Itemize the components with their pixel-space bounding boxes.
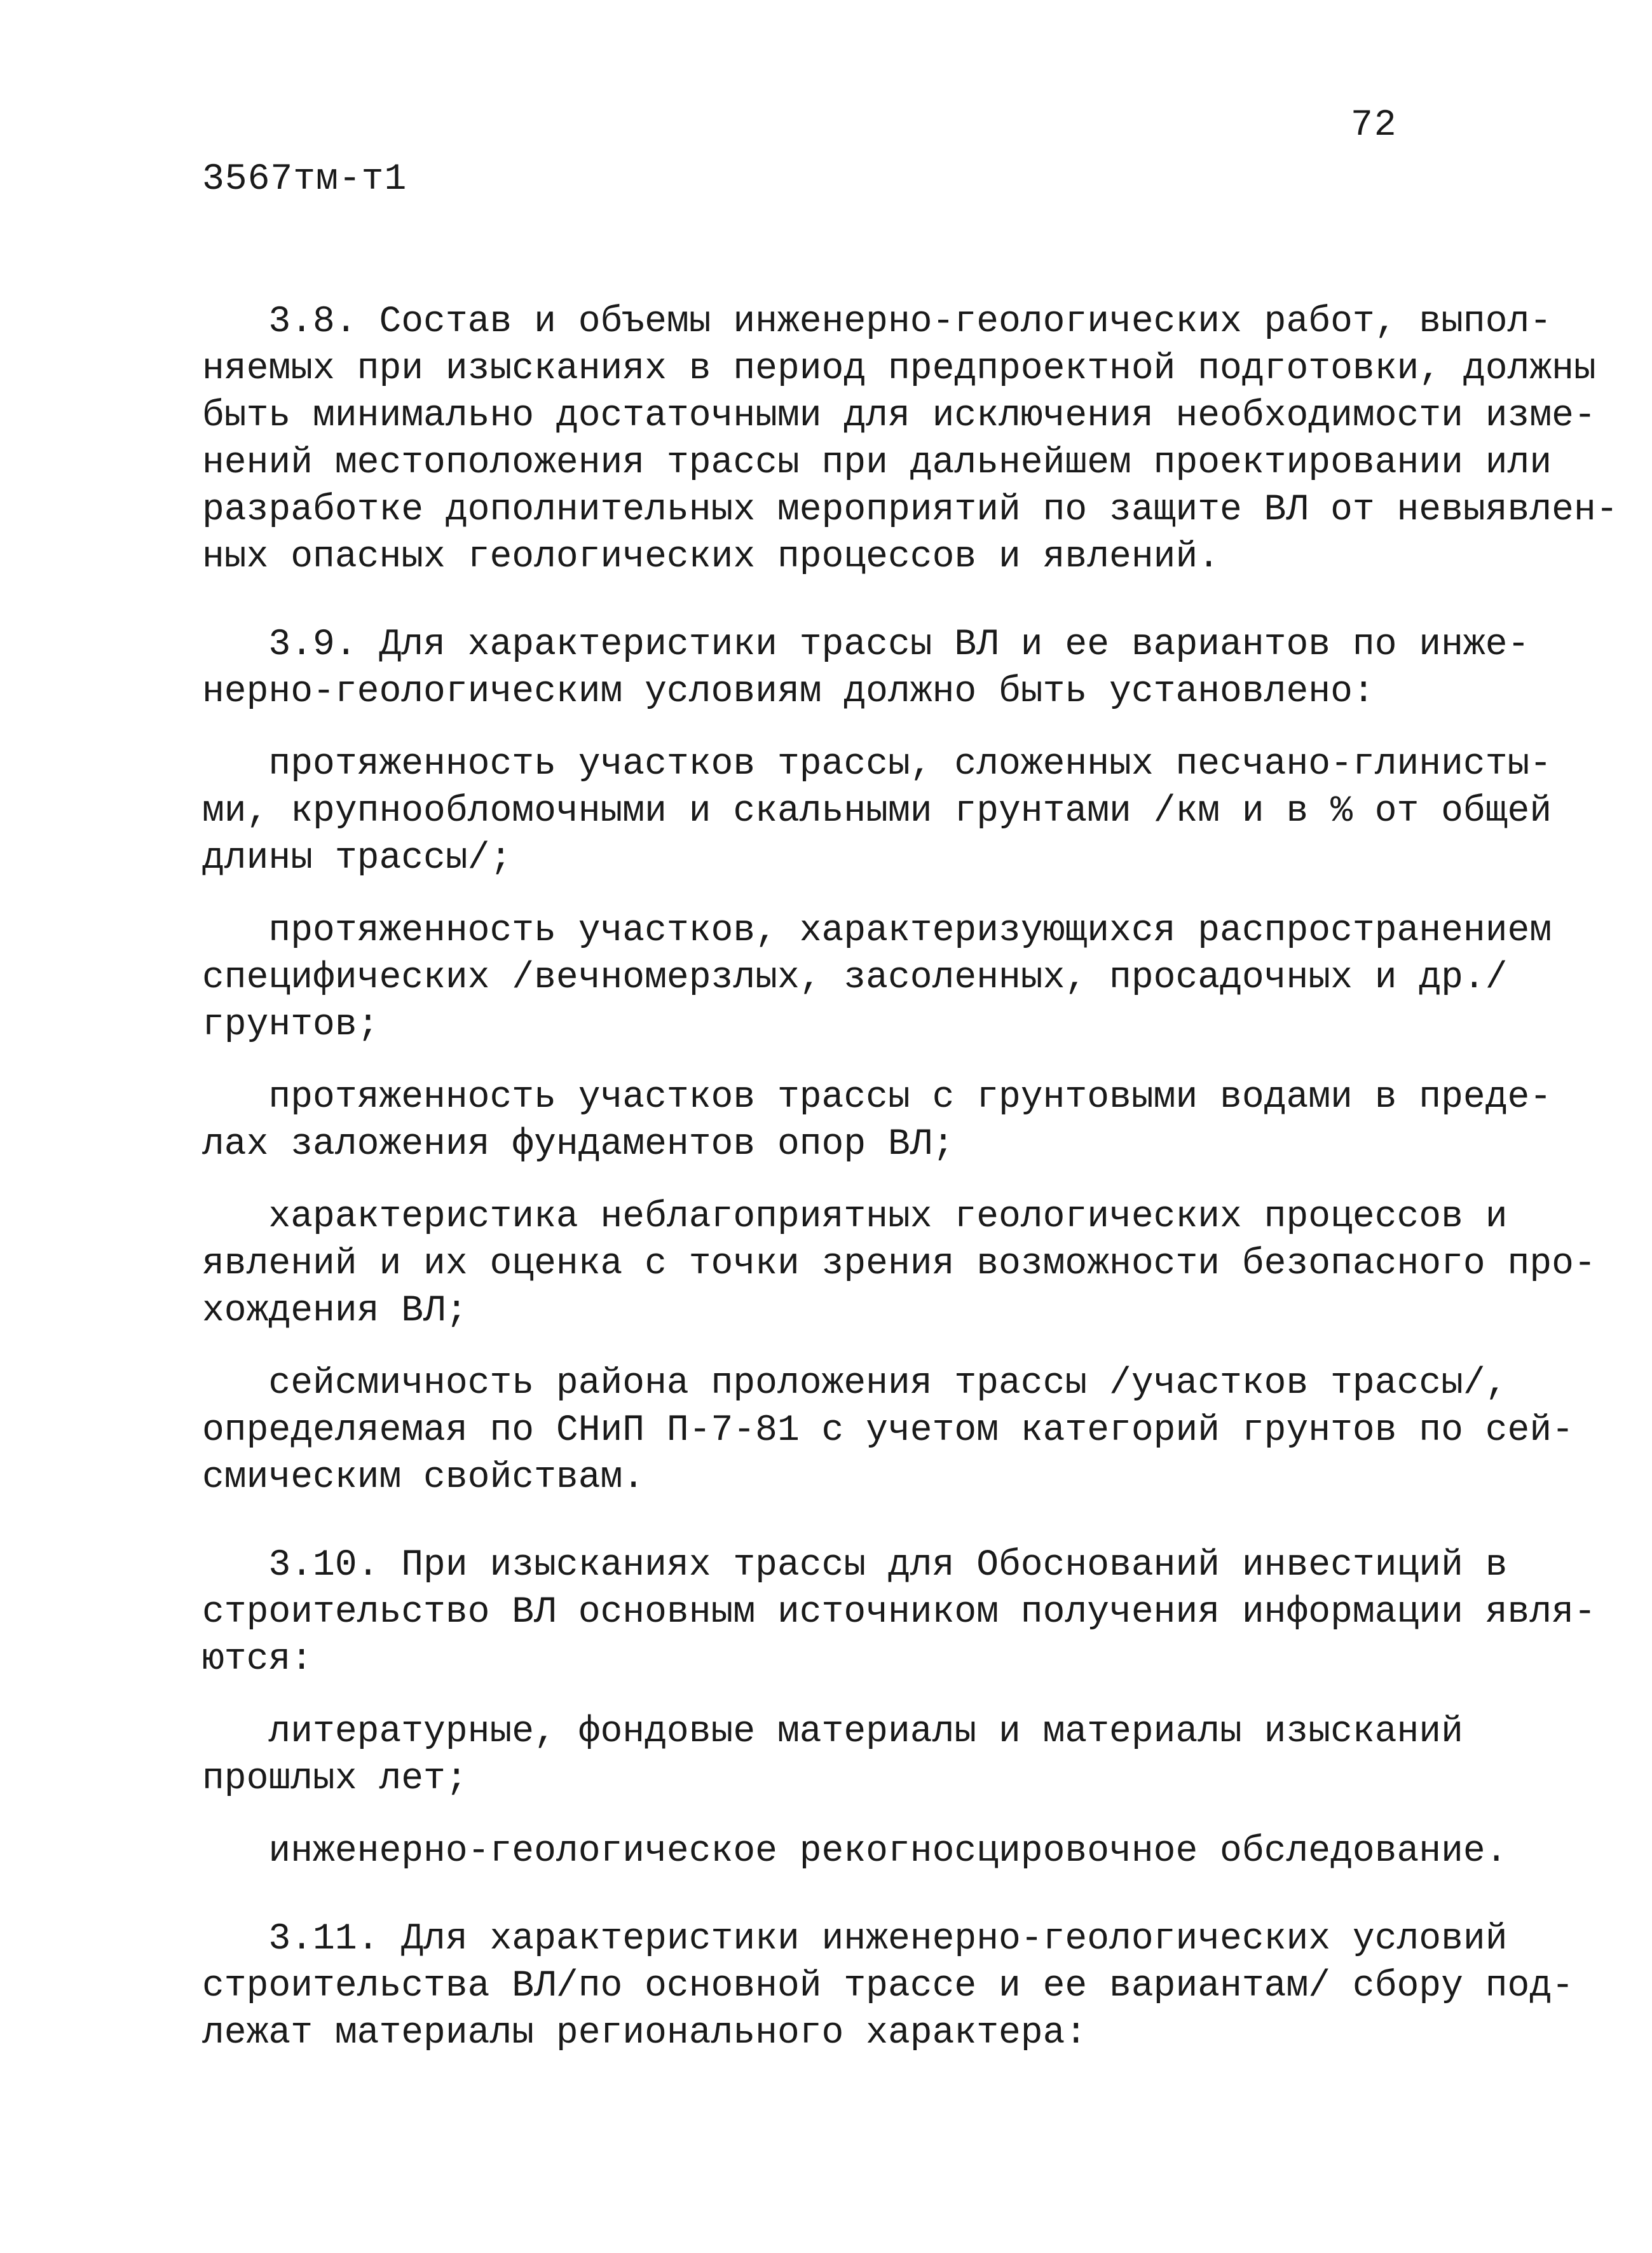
text-line: 3.8. Состав и объемы инженерно-геологических работ, выпол- <box>202 301 1552 343</box>
text-line: нерно-геологическим условиям должно быть установлено: <box>202 671 1375 713</box>
text-line: нений местоположения трассы при дальнейшем проектировании или <box>202 442 1552 484</box>
text-line: прошлых лет; <box>202 1758 468 1800</box>
text-line: няемых при изысканиях в период предпроектной подготовки, должны <box>202 348 1596 390</box>
paragraph-3-8 <box>202 299 1618 581</box>
text-line: лежат материалы регионального характера: <box>202 2013 1088 2054</box>
text-line: быть минимально достаточными для исключения необходимости изме- <box>202 395 1596 437</box>
text-line: строительство ВЛ основным источником получения информации явля- <box>202 1592 1596 1633</box>
text-line: протяженность участков трассы с грунтовыми водами в преде- <box>202 1077 1552 1118</box>
text-line: лах заложения фундаментов опор ВЛ; <box>202 1124 955 1165</box>
text-line: специфических /вечномерзлых, засоленных, просадочных и др./ <box>202 957 1508 999</box>
text-line: ми, крупнообломочными и скальными грунтами /км и в % от общей <box>202 791 1552 832</box>
text-line: протяженность участков, характеризующихся распространением <box>202 910 1552 952</box>
text-line: ных опасных геологических процессов и явлений. <box>202 537 1220 578</box>
text-line: литературные, фондовые материалы и материалы изысканий <box>202 1711 1463 1753</box>
text-line: явлений и их оценка с точки зрения возможности безопасного про- <box>202 1243 1596 1285</box>
page-number: 72 <box>1351 105 1398 146</box>
list-item <box>202 1194 1596 1335</box>
text-line: характеристика неблагоприятных геологических процессов и <box>202 1196 1508 1238</box>
text-line: ются: <box>202 1639 313 1680</box>
list-item <box>202 1360 1574 1502</box>
list-item <box>202 1709 1463 1803</box>
text-line: 3.9. Для характеристики трассы ВЛ и ее вариантов по инже- <box>202 624 1530 666</box>
text-line: строительства ВЛ/по основной трассе и ее вариантам/ сбору под- <box>202 1966 1574 2007</box>
text-line: протяженность участков трассы, сложенных песчано-глинисты- <box>202 744 1552 785</box>
document-code: 3567тм-т1 <box>202 159 407 200</box>
text-line: сейсмичность района проложения трассы /участков трассы/, <box>202 1363 1508 1404</box>
paragraph-3-10 <box>202 1542 1596 1683</box>
text-line: длины трассы/; <box>202 838 512 879</box>
list-item <box>202 1074 1552 1168</box>
text-line: определяемая по СНиП П-7-81 с учетом категорий грунтов по сей- <box>202 1410 1574 1451</box>
text-line: смическим свойствам. <box>202 1457 645 1498</box>
text-line: 3.11. Для характеристики инженерно-геологических условий <box>202 1919 1508 1960</box>
paragraph-3-11 <box>202 1916 1574 2057</box>
text-line: инженерно-геологическое рекогносцировочное обследование. <box>202 1831 1508 1872</box>
text-line: хождения ВЛ; <box>202 1291 468 1332</box>
paragraph-3-9 <box>202 622 1530 716</box>
text-line: грунтов; <box>202 1004 379 1046</box>
list-item <box>202 1828 1508 1875</box>
text-line: разработке дополнительных мероприятий по защите ВЛ от невыявлен- <box>202 490 1618 531</box>
document-body <box>202 299 1618 2057</box>
text-line: 3.10. При изысканиях трассы для Обоснований инвестиций в <box>202 1545 1508 1586</box>
list-item <box>202 908 1552 1049</box>
list-item <box>202 741 1552 882</box>
